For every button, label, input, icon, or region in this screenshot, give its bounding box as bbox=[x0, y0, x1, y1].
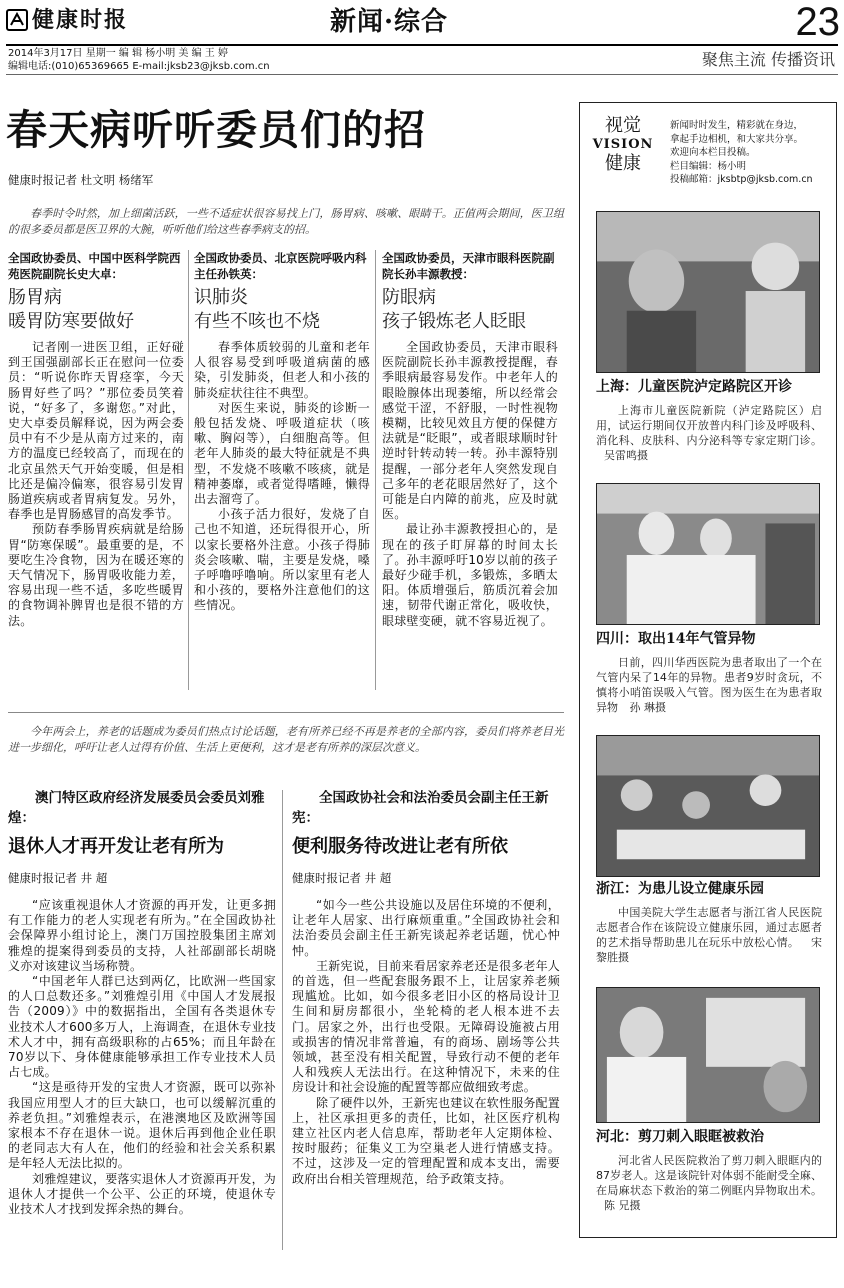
section-name: 新闻·综合 bbox=[330, 7, 449, 37]
photo-sichuan bbox=[596, 483, 820, 625]
paragraph: “中国老年人群已达到两亿，比欧洲一些国家的人口总数还多。”刘雅煌引用《中国人才发展报告（2009）》中的数据指出，全国有各类退休专业技术人才600多万人，上海调查，在退休专业技术人才中，拥有高级职称的占65%；而且年龄在70岁以下、身体健康能够承担工作专业技术人员占七成。 bbox=[8, 974, 276, 1080]
sidebar-intro bbox=[670, 119, 836, 187]
photo-credit: 宋黎胜摄 bbox=[596, 936, 823, 964]
photo-credit: 吴雷鸣摄 bbox=[604, 449, 648, 462]
caption-body bbox=[596, 905, 822, 965]
column-divider bbox=[188, 250, 189, 690]
column-1-member: 全国政协委员、中国中医科学院西苑医院副院长史大卓： bbox=[8, 251, 181, 281]
column-divider bbox=[375, 250, 376, 690]
story-left-body bbox=[8, 898, 276, 1217]
slogan: 聚焦主流 传播资讯 bbox=[701, 50, 835, 69]
paragraph: “应该重视退休人才资源的再开发，让更多拥有工作能力的老人实现老有所为。”在全国政协社会保障界小组讨论上，澳门万国控股集团主席刘雅煌的提案得到委员的支持，人社部副部长胡晓义亦对该建议当场称赞。 bbox=[8, 898, 276, 973]
story-left-headline: 退休人才再开发让老有所为 bbox=[8, 836, 224, 857]
sidebar-intro-line: 拿起手边相机，和大家共分享。 bbox=[670, 133, 804, 145]
sidebar-header bbox=[588, 115, 658, 175]
column-2-tip: 有些不咳也不烧 bbox=[194, 311, 320, 332]
caption-text: 上海市儿童医院新院（泸定路院区）启用，试运行期间仅开放普内科门诊及呼吸科、消化科、皮肤科、内分泌科等专家定期门诊。 bbox=[596, 404, 822, 447]
masthead-bottom-rule bbox=[6, 74, 838, 75]
photo-credit: 陈 兄摄 bbox=[604, 1199, 641, 1212]
paragraph: 全国政协委员，天津市眼科医院副院长孙丰源教授提醒，春季眼病最容易发作。中老年人的眼睑腺体出现萎缩，所以经常会感觉干涩，不舒服，一时性视物模糊，比较见效且方便的保健方法就是“眨眼”，或者眼球顺时针逆时针转动转一转。孙丰源特别提醒，一部分老年人突然发现自己多年的老花眼居然好了，这个可能是白内障的前兆，应及时就医。 bbox=[382, 340, 558, 522]
story-right bbox=[292, 788, 560, 1187]
photo-hebei bbox=[596, 987, 820, 1123]
paragraph: “这是亟待开发的宝贵人才资源，既可以弥补我国应用型人才的巨大缺口，也可以缓解沉重的养老负担。”刘雅煌表示，在港澳地区及欧洲等国家根本不存在退休一说。退休后再到他企业任职的老同志大有人在，他们的经验和社会关系积累是年轻人无法比拟的。 bbox=[8, 1080, 276, 1171]
caption-text: 河北省人民医院救治了剪刀刺入眼眶内的87岁老人。这是该院针对体弱不能耐受全麻、在局麻状态下救治的第二例眶内异物取出术。 bbox=[596, 1154, 822, 1197]
paragraph: 王新宪说，目前来看居家养老还是很多老年人的首选，但一些配套服务跟不上，让居家养老频现尴尬。比如，如今很多老旧小区的格局设计卫生间和厨房都很小，坐轮椅的老人根本进不去门。居家之外，出行也受限。无障碍设施被占用或损害的情况非常普遍，有的商场、剧场等公共领域，甚至没有相关配置，导致行动不便的老年人和残疾人无法出行。在这种情况下，未来的住房设计和社会设施的配置等都应做细致考虑。 bbox=[292, 958, 561, 1095]
story-right-body bbox=[292, 898, 560, 1187]
sidebar-intro-line: 投稿邮箱：jksbtp@jksb.com.cn bbox=[670, 174, 813, 185]
paragraph: 预防春季肠胃疾病就是给肠胃“防寒保暖”。最重要的是，不要吃生冷食物，因为在暖还寒的天气情况下，肠胃吸收能力差，容易出现一些不适，多吃些暖胃的食物调补脾胃也是很不错的方法。 bbox=[8, 522, 184, 628]
column-3 bbox=[382, 250, 558, 629]
main-headline: 春天病听听委员们的招 bbox=[6, 106, 426, 154]
caption-title: 河北：剪刀刺入眼眶被救治 bbox=[596, 1129, 764, 1145]
meta-line-2: 编辑电话:(010)65369665 E-mail:jksb23@jksb.com.cn bbox=[8, 61, 270, 72]
paragraph: 对医生来说，肺炎的诊断一般包括发烧、呼吸道症状（咳嗽、胸闷等），白细胞高等。但老年人肺炎的最大特征就是不典型，不发烧不咳嗽不咳痰，就是精神萎靡，或者觉得嗜睡，懒得出去溜弯了。 bbox=[194, 400, 370, 507]
sidebar-intro-line: 欢迎向本栏目投稿。 bbox=[670, 147, 756, 158]
logo bbox=[6, 6, 136, 34]
caption-text: 日前，四川华西医院为患者取出了一个在气管内呆了14年的异物。患者9岁时贪玩，不慎将小哨笛误吸入气管。图为医生在为患者取异物 bbox=[596, 656, 822, 714]
story-right-member: 全国政协社会和法治委员会副主任王新宪： bbox=[292, 790, 549, 826]
column-1-topic: 肠胃病 bbox=[8, 287, 62, 308]
column-3-topic: 防眼病 bbox=[382, 287, 436, 308]
caption-text: 中国美院大学生志愿者与浙江省人民医院志愿者合作在该院设立健康乐园，通过志愿者的艺术指导帮助患儿在玩乐中放松心情。 bbox=[596, 906, 822, 949]
caption-body bbox=[596, 655, 822, 715]
paragraph: 记者刚一进医卫组，正好碰到王国强副部长正在慰问一位委员：“听说你昨天胃痉挛，今天肠胃好些了吗？”那位委员笑着说，“好多了，多谢您。”对此，史大卓委员解释说，因为两会委员中有不少是从南方过来的，南方的温度已经较高了，而现在的北京虽然天气开始变暖，但是相比还是偏冷偏寒，很容易引发胃肠道疾病或者胃病复发。另外，春季也是胃肠感冒的高发季节。 bbox=[8, 340, 184, 522]
paragraph: 刘雅煌建议，要落实退休人才资源再开发，为退休人才提供一个公平、公正的环境，使退休专业技术人才找到发挥余热的舞台。 bbox=[8, 1171, 277, 1217]
paragraph: 最让孙丰源教授担心的，是现在的孩子盯屏幕的时间太长了。孙丰源呼吁10岁以前的孩子最好少碰手机，多锻炼，多晒太阳。体质增强后，筋质沉着会加速，韧带代谢正常化，吸收快，眼球壁变硬，就不容易近视了。 bbox=[382, 522, 558, 628]
paragraph: 除了硬件以外，王新宪也建议在软性服务配置上，社区承担更多的责任，比如，社区医疗机构建立社区内老人信息库，帮助老年人定期体检、按时服药；征集义工为空巢老人进行情感支持。不过，这涉及一定的管理配置和成本支出，需要政府出台相关管理规范，给予政策支持。 bbox=[292, 1095, 561, 1186]
vision-cn: 视觉 bbox=[605, 115, 641, 136]
photo-zhejiang bbox=[596, 735, 820, 877]
photo-credit: 孙 琳摄 bbox=[629, 701, 666, 714]
column-3-member: 全国政协委员，天津市眼科医院副院长孙丰源教授： bbox=[382, 251, 555, 281]
sidebar bbox=[579, 102, 837, 1238]
caption-title: 四川：取出14年气管异物 bbox=[596, 631, 756, 647]
column-1 bbox=[8, 250, 184, 629]
sidebar-intro-line: 新闻时时发生，精彩就在身边， bbox=[670, 120, 804, 131]
story-left-member: 澳门特区政府经济发展委员会委员刘雅煌： bbox=[8, 790, 265, 826]
logo-icon bbox=[6, 9, 28, 31]
page-number: 23 bbox=[795, 0, 840, 44]
sidebar-intro-line: 栏目编辑：杨小明 bbox=[670, 160, 747, 172]
column-3-body bbox=[382, 340, 558, 629]
story-right-byline: 健康时报记者 井 超 bbox=[292, 871, 392, 885]
column-2 bbox=[194, 250, 370, 614]
story-left bbox=[8, 788, 276, 1217]
caption-title: 上海：儿童医院泸定路院区开诊 bbox=[596, 379, 792, 395]
paragraph: 春季体质较弱的儿童和老年人很容易受到呼吸道病菌的感染，引发肺炎，但老人和小孩的肺炎症状往往不典型。 bbox=[194, 340, 370, 400]
vision-en: VISION bbox=[592, 137, 654, 152]
second-intro: 今年两会上，养老的话题成为委员们热点讨论话题，老有所养已经不再是养老的全部内容，委员们将养老目光进一步细化，呼吁让老人过得有价值、生活上更便利，这才是老有所养的深层次意义。 bbox=[8, 725, 564, 754]
main-intro: 春季时令时然，加上细菌活跃，一些不适症状很容易找上门，肠胃病、咳嗽、眼睛干。正值两会期间，医卫组的很多委员都是医卫界的大腕，听听他们给这些春季病支的招。 bbox=[8, 207, 564, 236]
story-left-byline: 健康时报记者 井 超 bbox=[8, 871, 108, 885]
caption-body bbox=[596, 1153, 822, 1213]
paragraph: 小孩子活力很好，发烧了自己也不知道，还玩得很开心，所以家长要格外注意。小孩子得肺炎会咳嗽、喘，主要是发烧，嗓子呼噜呼噜响。所以家里有老人和小孩的，要格外注意他们的这些情况。 bbox=[194, 507, 370, 613]
logo-text: 健康时报 bbox=[32, 7, 129, 33]
column-2-body bbox=[194, 340, 370, 614]
column-1-tip: 暖胃防寒要做好 bbox=[8, 311, 134, 332]
column-1-body bbox=[8, 340, 184, 629]
section-rule bbox=[8, 712, 564, 713]
story-right-headline: 便利服务待改进让老有所依 bbox=[292, 836, 508, 857]
photo-shanghai bbox=[596, 211, 820, 373]
masthead-rule bbox=[6, 44, 838, 46]
caption-title: 浙江：为患儿设立健康乐园 bbox=[596, 881, 764, 897]
column-2-topic: 识肺炎 bbox=[194, 287, 248, 308]
column-divider bbox=[282, 790, 283, 1250]
vision-health: 健康 bbox=[605, 153, 641, 174]
paragraph: “如今一些公共设施以及居住环境的不便利，让老年人居家、出行麻烦重重。”全国政协社会和法治委员会副主任王新宪谈起养老话题，忧心忡忡。 bbox=[292, 898, 560, 958]
column-3-tip: 孩子锻炼老人眨眼 bbox=[382, 311, 526, 332]
caption-body bbox=[596, 403, 822, 463]
column-2-member: 全国政协委员、北京医院呼吸内科主任孙铁英： bbox=[194, 251, 367, 281]
meta-line-1: 2014年3月17日 星期一 编 辑 杨小明 美 编 王 婷 bbox=[8, 48, 228, 59]
main-byline: 健康时报记者 杜文明 杨绪军 bbox=[8, 173, 154, 187]
masthead bbox=[0, 0, 844, 78]
